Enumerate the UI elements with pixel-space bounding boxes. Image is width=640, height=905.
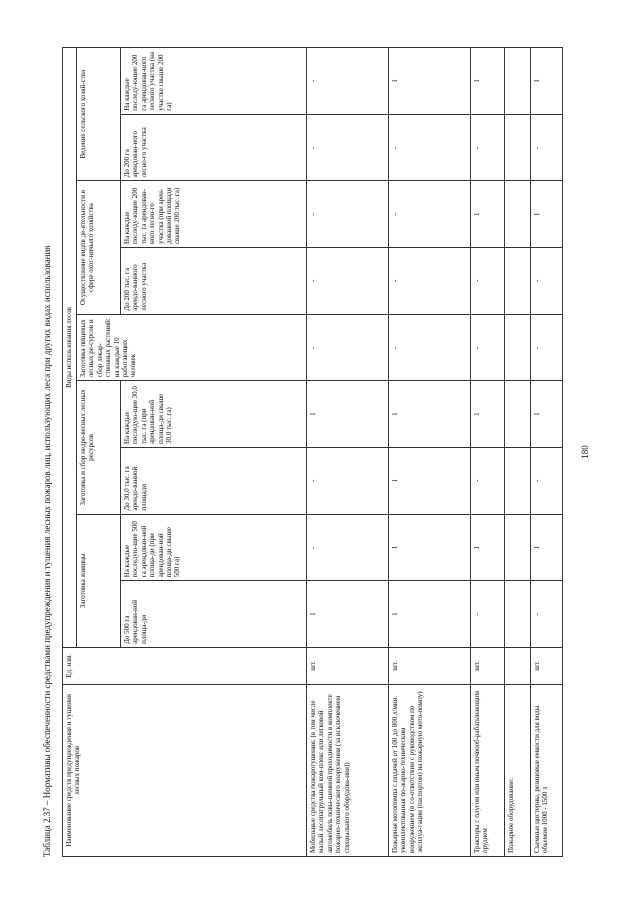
header-group-agriculture: Ведение сельского хозяй-ства [77,48,121,181]
row-value [505,314,531,381]
row-value: - [389,181,471,248]
row-value: - [471,447,505,514]
header-sub: До 200 га арендован-ного лесно-го участка [121,114,307,181]
row-name: Пожарное оборудование: [505,684,531,856]
row-value [505,514,531,581]
row-name: Тракторы с плугом или иным почвооб-рабатывающим орудием [471,684,505,856]
page-number: 180 [580,445,590,459]
row-value: 1 [471,381,505,448]
row-value: 1 [471,48,505,115]
row-value: - [307,447,389,514]
table-row [505,48,531,857]
row-value: 1 [389,514,471,581]
row-value: 1 [471,181,505,248]
header-sub: До 30,0 тыс. га арендо-ванной площади [121,447,307,514]
row-value: - [531,581,563,648]
row-value: 1 [389,447,471,514]
row-value: - [531,314,563,381]
header-sub: На каждые последую-щие 30,0 тыс. га (при арендован-ной площа-ди свыше 30,0 тыс. га) [121,381,307,448]
row-value: - [471,581,505,648]
header-unit: Ед. изм. [63,647,307,684]
row-value: - [307,48,389,115]
table-header [63,48,307,857]
row-value: 1 [307,581,389,648]
table-caption: Таблица 2.37 – Нормативы обеспеченности средствами предупреждения и тушения лесных пожаров лиц, использующих леса при других видах использования [42,245,52,857]
row-value: 1 [471,514,505,581]
table-row [307,48,389,857]
header-group-food: Заготовка пищевых лесных ре-сурсов и сбор лекар-ственных растений: на каждые 10 работающих человек [77,314,307,381]
row-value: 1 [389,381,471,448]
header-name: Наименование средств предупреждения и тушения лесных пожаров [63,684,307,856]
row-value [505,114,531,181]
header-sub: До 500 га арендован-ной площа-ди [121,581,307,648]
row-value: - [471,248,505,315]
header-sub: На каждые последую-щие 500 га арендован-ной площа-ди (при арендован-ной площа-ди свыше 500 га) [121,514,307,581]
row-value: - [531,447,563,514]
row-unit: шт. [389,647,471,684]
row-value: - [531,248,563,315]
header-sub: На каждые последу-ющие 200 тыс. га арендован-ного лесно-го участка (при арен-дованной площади свыше 200 тыс. га) [121,181,307,248]
header-sub: До 200 тыс. га арендо-ванного лесного участка [121,248,307,315]
row-value: 1 [389,581,471,648]
row-unit: шт. [307,647,389,684]
row-value: 1 [531,381,563,448]
header-group-nontimber: Заготовка и сбор недре-весных лесных ресурсов [77,381,121,514]
norms-table [62,47,563,857]
row-unit [505,647,531,684]
row-value: - [307,514,389,581]
row-value [505,248,531,315]
row-value: 1 [531,514,563,581]
row-name: Пожарная мотопомпа с подачей от 100 до 800 л/мин. укомплектованная по-жарно-техническим вооружением (в со-ответствии с руководством по эксплуа-тации (паспортом) на пожарную мото-помпу) [389,684,471,856]
row-value: 1 [531,48,563,115]
row-name: Съемные цистерны, резиновые емкости для воды объемом 1000 - 1500 л [531,684,563,856]
row-value: - [471,314,505,381]
row-value: - [307,248,389,315]
row-value: - [307,314,389,381]
table-row [471,48,505,857]
table-row [389,48,471,857]
row-value: - [389,248,471,315]
row-value: - [471,114,505,181]
row-value [505,581,531,648]
row-value [505,381,531,448]
row-value: - [389,314,471,381]
row-value: - [307,181,389,248]
header-group-resin: Заготовка живицы [77,514,121,647]
row-value: 1 [531,181,563,248]
header-group-hunting: Осуществление видов де-ятельности в сфере охот-ничьего хозяйства [77,181,121,314]
row-unit: шт. [531,647,563,684]
row-value: - [307,114,389,181]
row-name: Мобильные средства пожаротушения: (в том числе малый лесопатрульный ком-плекс или легковой автомобиль повы-шенной проходимости в комплекте пожарно-технического вооружения (за исключением специального оборудова-ния)) [307,684,389,856]
row-value: - [531,114,563,181]
row-value: 1 [389,48,471,115]
header-sub: На каждые последу-ющие 200 га арендован-ного лесного участка (на участке свыше 200 га) [121,48,307,115]
row-unit: шт. [471,647,505,684]
table-row [531,48,563,857]
row-value [505,447,531,514]
row-value [505,181,531,248]
rotated-page [40,47,600,857]
header-group-title: Виды использования лесов [63,48,77,648]
row-value: - [389,114,471,181]
row-value: 1 [307,381,389,448]
row-value [505,48,531,115]
